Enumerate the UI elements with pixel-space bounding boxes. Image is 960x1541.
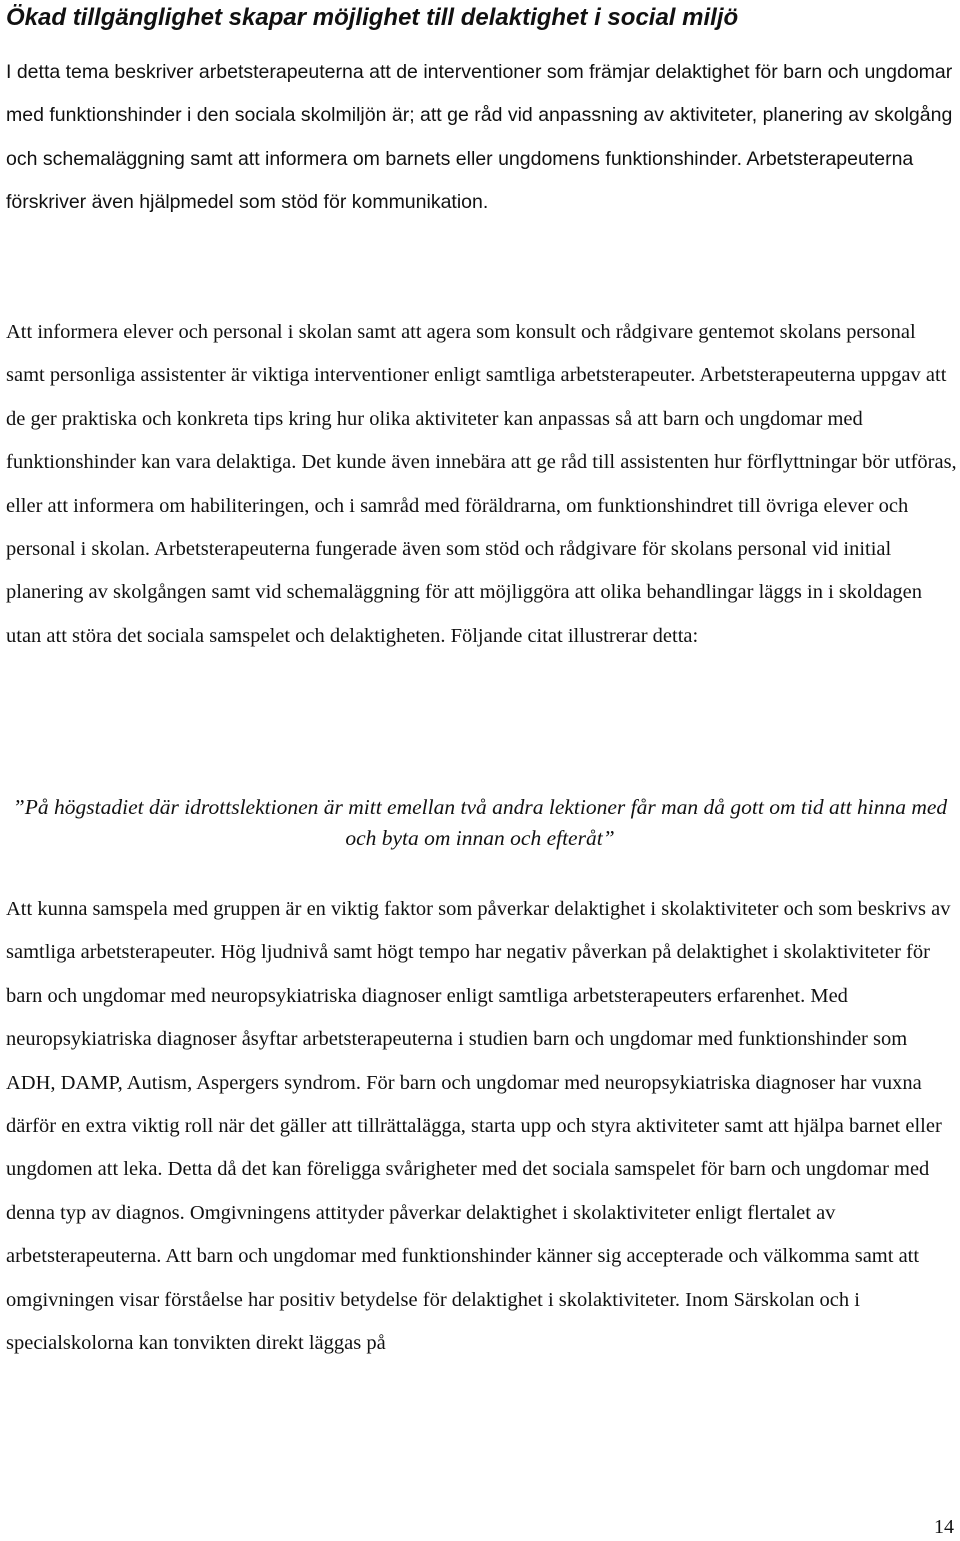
- paragraph: Att kunna samspela med gruppen är en viktig faktor som påverkar delaktighet i skolaktiviteter och som beskrivs av samtliga arbetsterapeuter. Hög ljudnivå samt högt tempo har negativ påverkan på delaktighet i skolaktiviteter för barn och ungdomar med neuropsykiatriska diagnoser enligt samtliga arbetsterapeuters erfarenhet. Med neuropsykiatriska diagnoser åsyftar arbetsterapeuterna i studien barn och ungdomar med funktionshinder som ADH, DAMP, Autism, Aspergers syndrom. För barn och ungdomar med neuropsykiatriska diagnoser har vuxna därför en extra viktig roll när det gäller att tillrättalägga, starta upp och styra aktiviteter samt att hjälpa barnet eller ungdomen att leka. Detta då det kan föreligga svårigheter med det sociala samspelet för barn och ungdomar med denna typ av diagnos. Omgivningens attityder påverkar delaktighet i skolaktiviteter enligt flertalet av arbetsterapeuterna. Att barn och ungdomar med funktionshinder känner sig accepterade och välkomma samt att omgivningen visar förståelse har positiv betydelse för delaktighet i skolaktiviteter. Inom Särskolan och i specialskolorna kan tonvikten direkt läggas på: [6, 898, 951, 1355]
- page-number: 14: [934, 1516, 954, 1538]
- section-heading: Ökad tillgänglighet skapar möjlighet till delaktighet i social miljö: [6, 4, 739, 31]
- paragraph: I detta tema beskriver arbetsterapeuterna att de interventioner som främjar delaktighet för barn och ungdomar med funktionshinder i den sociala skolmiljön är; att ge råd vid anpassning av aktiviteter, planering av skolgång och schemaläggning samt att informera om barnets eller ungdomens funktionshinder. Arbetsterapeuterna förskriver även hjälpmedel som stöd för kommunikation.: [6, 61, 953, 214]
- paragraph: Att informera elever och personal i skolan samt att agera som konsult och rådgivare gentemot skolans personal samt personliga assistenter är viktiga interventioner enligt samtliga arbetsterapeuter. Arbetsterapeuterna uppgav att de ger praktiska och konkreta tips kring hur olika aktiviteter kan anpassas så att barn och ungdomar med funktionshinder kan vara delaktiga. Det kunde även innebära att ge råd till assistenten hur förflyttningar bör utföras, eller att informera om habiliteringen, och i samråd med föräldrarna, om funktionshindret till övriga elever och personal i skolan. Arbetsterapeuterna fungerade även som stöd och rådgivare för skolans personal vid initial planering av skolgången samt vid schemaläggning för att möjliggöra att olika behandlingar läggs in i skoldagen utan att störa det sociala samspelet och delaktigheten. Följande citat illustrerar detta:: [6, 321, 957, 647]
- quotation: ”På högstadiet där idrottslektionen är mitt emellan två andra lektioner får man då gott om tid att hinna med och byta om innan och efteråt”: [12, 795, 948, 850]
